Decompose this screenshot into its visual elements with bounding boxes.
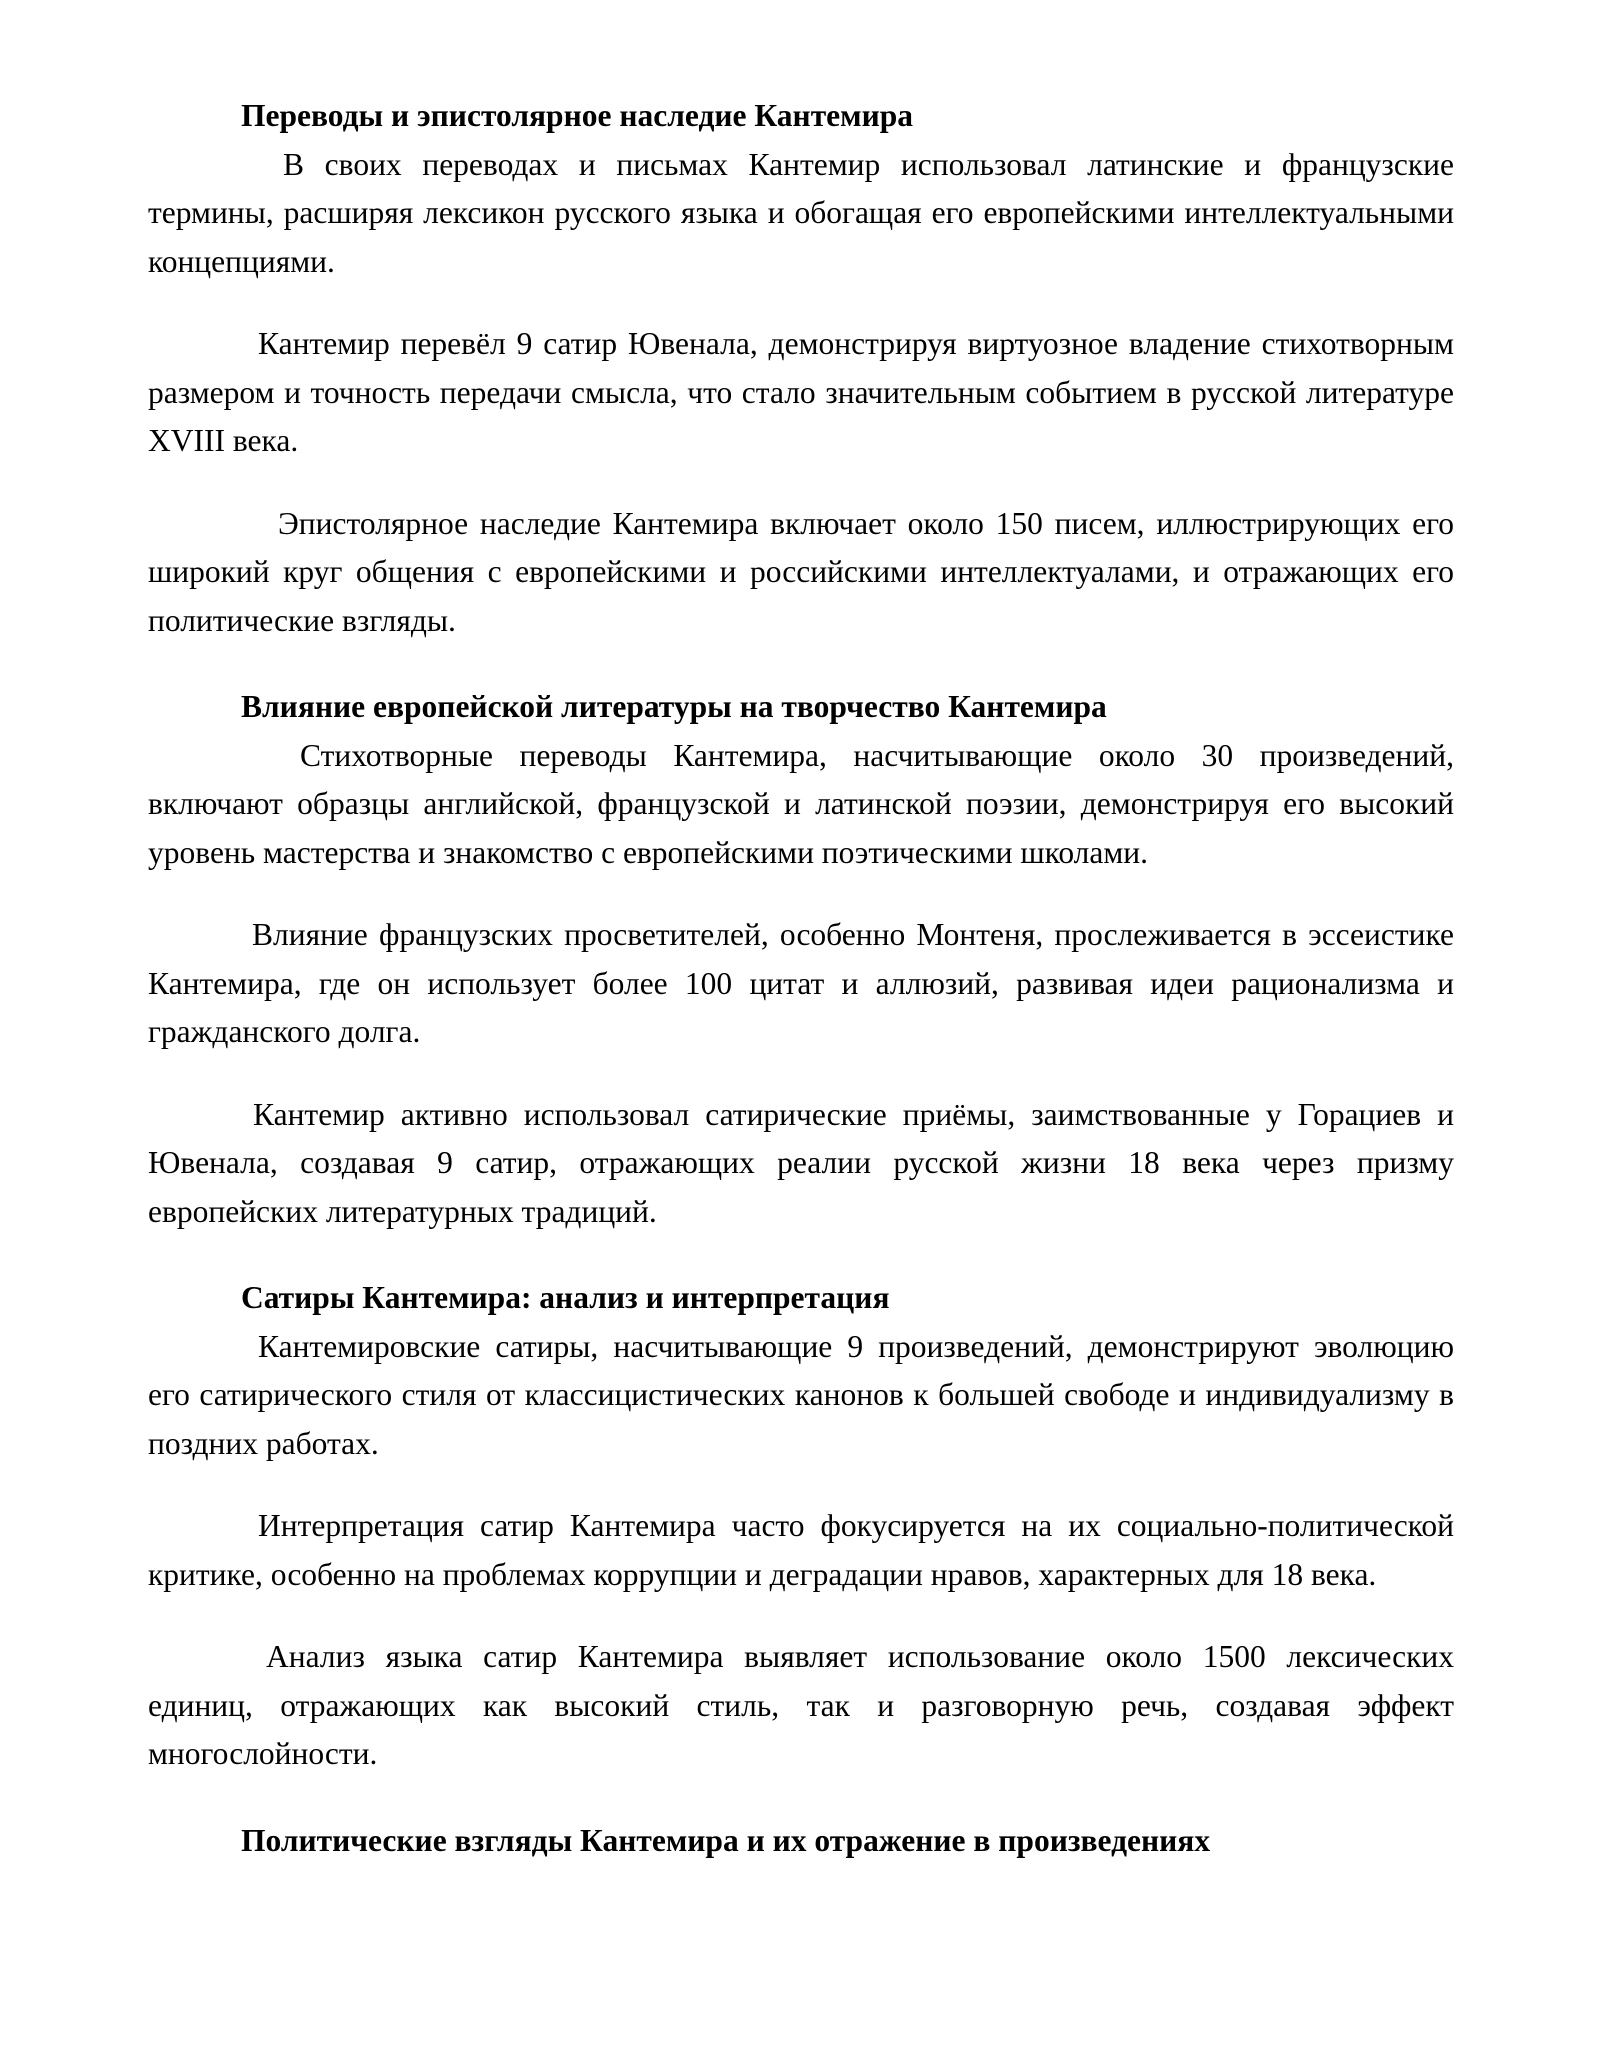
paragraph: В своих переводах и письмах Кантемир использовал латинские и французские термины, расширяя лексикон русского языка и обогащая его европейскими интеллектуальными концепциями. <box>148 146 1454 279</box>
section-heading: Влияние европейской литературы на творчество Кантемира <box>241 689 1107 724</box>
paragraph: Эпистолярное наследие Кантемира включает около 150 писем, иллюстрирующих его широкий круг общения с европейскими и российскими интеллектуалами, и отражающих его политические взгляды. <box>148 505 1454 638</box>
paragraph: Кантемировские сатиры, насчитывающие 9 произведений, демонстрируют эволюцию его сатирического стиля от классицистических канонов к большей свободе и индивидуализму в поздних работах. <box>148 1328 1454 1461</box>
document-page <box>148 92 1454 1865</box>
section-heading: Политические взгляды Кантемира и их отражение в произведениях <box>241 1822 1211 1858</box>
paragraph: Стихотворные переводы Кантемира, насчитывающие около 30 произведений, включают образцы английской, французской и латинской поэзии, демонстрируя его высокий уровень мастерства и знакомство с европейскими поэтическими школами. <box>148 737 1454 870</box>
section-heading: Сатиры Кантемира: анализ и интерпретация <box>241 1280 890 1315</box>
section-heading: Переводы и эпистолярное наследие Кантемира <box>241 98 914 133</box>
paragraph: Анализ языка сатир Кантемира выявляет использование около 1500 лексических единиц, отражающих как высокий стиль, так и разговорную речь, создавая эффект многослойности. <box>148 1639 1454 1771</box>
paragraph: Кантемир перевёл 9 сатир Ювенала, демонстрируя виртуозное владение стихотворным размером и точность передачи смысла, что стало значительным событием в русской литературе XVIII века. <box>148 326 1454 458</box>
paragraph: Кантемир активно использовал сатирические приёмы, заимствованные у Горациев и Ювенала, создавая 9 сатир, отражающих реалии русской жизни 18 века через призму европейских литературных традиций. <box>148 1096 1454 1229</box>
paragraph: Влияние французских просветителей, особенно Монтеня, прослеживается в эссеистике Кантемира, где он использует более 100 цитат и аллюзий, развивая идеи рационализма и гражданского долга. <box>148 917 1454 1049</box>
paragraph: Интерпретация сатир Кантемира часто фокусируется на их социально-политической критике, особенно на проблемах коррупции и деградации нравов, характерных для 18 века. <box>148 1508 1454 1592</box>
